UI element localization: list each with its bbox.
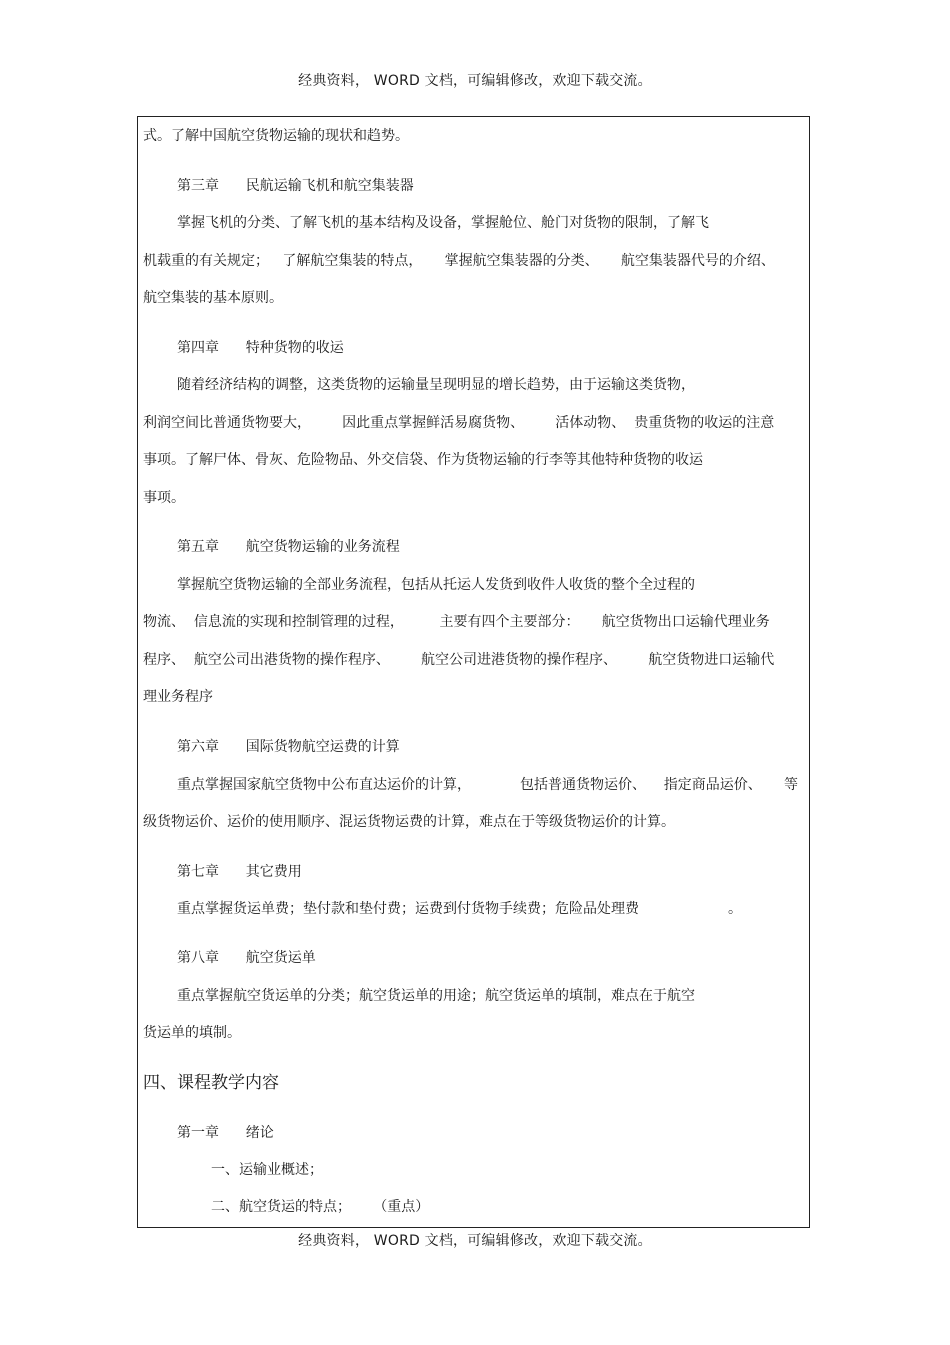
page-header: 经典资料， WORD 文档，可编辑修改，欢迎下载交流。 xyxy=(298,73,652,89)
chapter-heading: 第一章 绪论 xyxy=(177,1125,274,1141)
content-frame xyxy=(137,116,810,1228)
text-line: 机载重的有关规定； 了解航空集装的特点， 掌握航空集装器的分类、 航空集装器代号的介绍、 xyxy=(143,253,775,269)
text-line: 利润空间比普通货物要大， 因此重点掌握鲜活易腐货物、 活体动物、 贵重货物的收运的注意 xyxy=(143,415,775,431)
section-heading: 四、课程教学内容 xyxy=(143,1073,279,1093)
chapter-heading: 第四章 特种货物的收运 xyxy=(177,340,344,356)
text-line: 掌握飞机的分类、了解飞机的基本结构及设备，掌握舱位、舱门对货物的限制，了解飞 xyxy=(177,215,709,231)
chapter-heading: 第八章 航空货运单 xyxy=(177,950,316,966)
text-line: 重点掌握国家航空货物中公布直达运价的计算， 包括普通货物运价、 指定商品运价、 等 xyxy=(177,777,799,793)
text-line: 式。了解中国航空货物运输的现状和趋势。 xyxy=(143,128,409,144)
text-line: 程序、 航空公司出港货物的操作程序、 航空公司进港货物的操作程序、 航空货物进口运输代 xyxy=(143,652,775,668)
text-line: 级货物运价、运价的使用顺序、混运货物运费的计算，难点在于等级货物运价的计算。 xyxy=(143,814,675,830)
text-line: 理业务程序 xyxy=(143,689,213,705)
page-footer: 经典资料， WORD 文档，可编辑修改，欢迎下载交流。 xyxy=(298,1233,652,1249)
chapter-heading: 第六章 国际货物航空运费的计算 xyxy=(177,739,400,755)
text-line: 事项。 xyxy=(143,490,185,506)
list-item: 二、航空货运的特点； （重点） xyxy=(211,1199,430,1215)
chapter-heading: 第三章 民航运输飞机和航空集装器 xyxy=(177,178,414,194)
text-line: 掌握航空货物运输的全部业务流程，包括从托运人发货到收件人收货的整个全过程的 xyxy=(177,577,695,593)
text-line: 物流、 信息流的实现和控制管理的过程， 主要有四个主要部分： 航空货物出口运输代理业务 xyxy=(143,614,770,630)
list-item: 一、运输业概述； xyxy=(211,1162,323,1178)
text-line: 重点掌握航空货运单的分类；航空货运单的用途；航空货运单的填制，难点在于航空 xyxy=(177,988,695,1004)
text-line: 重点掌握货运单费；垫付款和垫付费；运费到付货物手续费；危险品处理费 。 xyxy=(177,901,743,917)
chapter-heading: 第五章 航空货物运输的业务流程 xyxy=(177,539,400,555)
text-line: 航空集装的基本原则。 xyxy=(143,290,283,306)
text-line: 随着经济结构的调整，这类货物的运输量呈现明显的增长趋势，由于运输这类货物， xyxy=(177,377,695,393)
chapter-heading: 第七章 其它费用 xyxy=(177,864,302,880)
text-line: 货运单的填制。 xyxy=(143,1025,241,1041)
text-line: 事项。了解尸体、骨灰、危险物品、外交信袋、作为货物运输的行李等其他特种货物的收运 xyxy=(143,452,703,468)
